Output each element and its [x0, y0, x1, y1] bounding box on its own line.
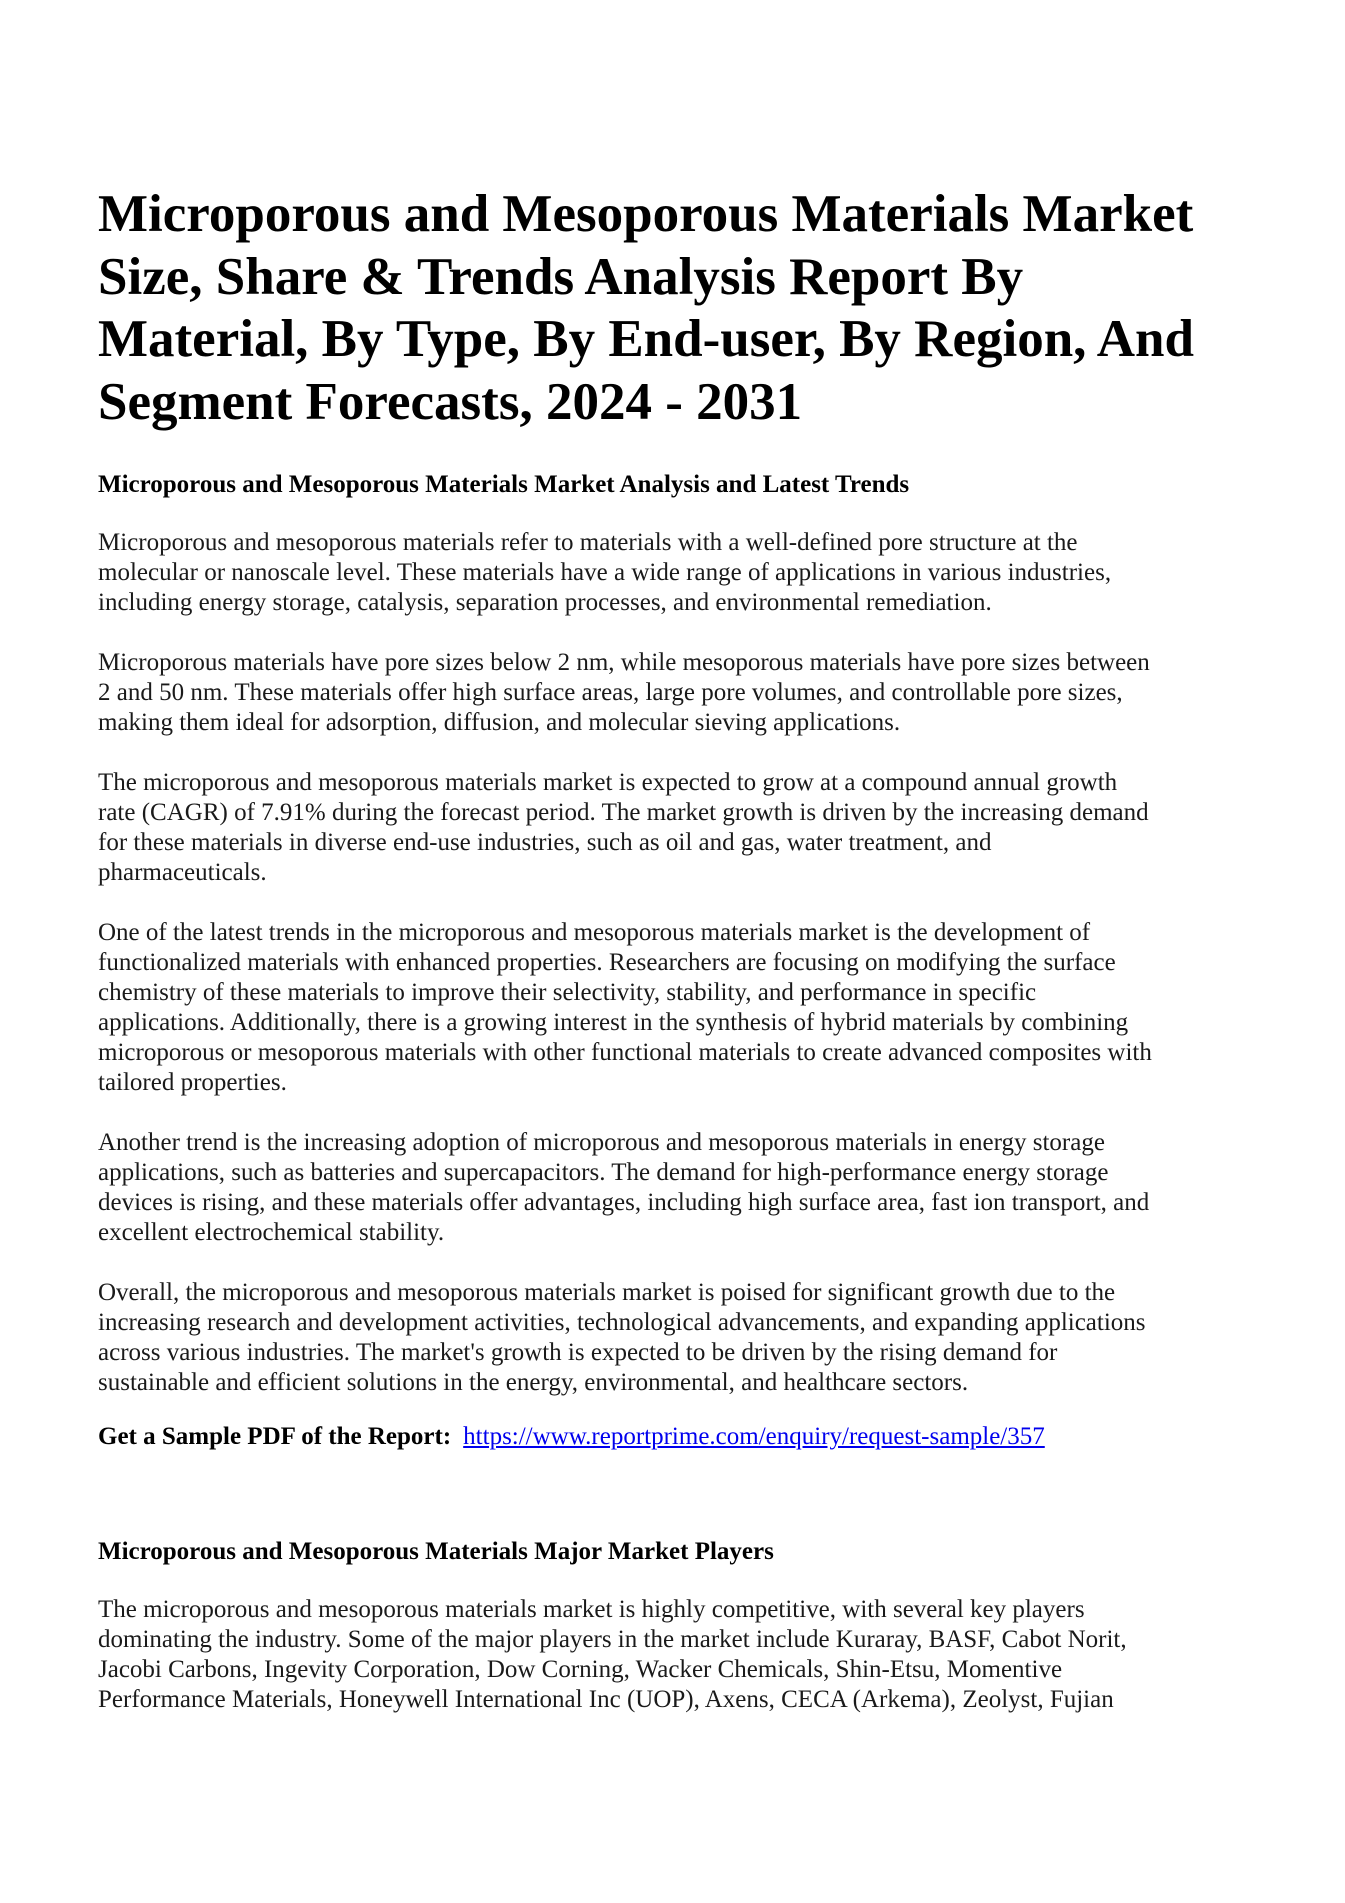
text-line: pharmaceuticals.: [98, 859, 267, 886]
paragraph-pore-sizes: [98, 648, 1278, 738]
paragraph-energy-storage: [98, 1128, 1278, 1248]
text-line: chemistry of these materials to improve their selectivity, stability, and performance in specific: [98, 979, 1037, 1006]
text-line: One of the latest trends in the microporous and mesoporous materials market is the development of: [98, 919, 1091, 946]
text-line: Microporous and mesoporous materials refer to materials with a well-defined pore structure at the: [98, 529, 1078, 556]
page-title: [98, 183, 1278, 433]
paragraph-definition: [98, 528, 1278, 618]
title-line: Material, By Type, By End-user, By Region, And: [98, 310, 1194, 368]
text-line: 2 and 50 nm. These materials offer high surface areas, large pore volumes, and controllable pore sizes,: [98, 679, 1123, 706]
text-line: tailored properties.: [98, 1069, 287, 1096]
text-line: Jacobi Carbons, Ingevity Corporation, Dow Corning, Wacker Chemicals, Shin-Etsu, Momentive: [98, 1656, 1063, 1683]
paragraph-market-players: [98, 1595, 1278, 1715]
section-heading-analysis: Microporous and Mesoporous Materials Market Analysis and Latest Trends: [98, 471, 910, 498]
text-line: increasing research and development activities, technological advancements, and expanding applications: [98, 1309, 1146, 1336]
text-line: including energy storage, catalysis, separation processes, and environmental remediation.: [98, 589, 992, 616]
text-line: for these materials in diverse end-use industries, such as oil and gas, water treatment, and: [98, 829, 992, 856]
text-line: devices is rising, and these materials offer advantages, including high surface area, fast ion transport, and: [98, 1189, 1150, 1216]
text-line: dominating the industry. Some of the major players in the market include Kuraray, BASF, Cabot Norit,: [98, 1626, 1127, 1653]
title-line: Segment Forecasts, 2024 - 2031: [98, 372, 803, 431]
sample-pdf-link[interactable]: https://www.reportprime.com/enquiry/request-sample/357: [463, 1423, 1045, 1450]
text-line: applications, such as batteries and supercapacitors. The demand for high-performance energy storage: [98, 1159, 1109, 1186]
text-line: sustainable and efficient solutions in the energy, environmental, and healthcare sectors.: [98, 1369, 969, 1396]
text-line: functionalized materials with enhanced properties. Researchers are focusing on modifying the surface: [98, 949, 1116, 976]
text-line: microporous or mesoporous materials with other functional materials to create advanced composites with: [98, 1039, 1152, 1066]
text-line: Another trend is the increasing adoption of microporous and mesoporous materials in energy storage: [98, 1129, 1105, 1156]
paragraph-latest-trends: [98, 918, 1278, 1098]
paragraph-overall: [98, 1278, 1278, 1398]
text-line: Overall, the microporous and mesoporous materials market is poised for significant growth due to the: [98, 1279, 1116, 1306]
sample-pdf-row: [98, 1422, 1278, 1452]
section-heading-market-players: Microporous and Mesoporous Materials Major Market Players: [98, 1538, 774, 1565]
text-line: across various industries. The market's growth is expected to be driven by the rising demand for: [98, 1339, 1058, 1366]
text-line: excellent electrochemical stability.: [98, 1219, 445, 1246]
paragraph-cagr: [98, 768, 1278, 888]
text-line: The microporous and mesoporous materials market is expected to grow at a compound annual growth: [98, 769, 1118, 796]
text-line: The microporous and mesoporous materials market is highly competitive, with several key players: [98, 1596, 1085, 1623]
title-line: Size, Share & Trends Analysis Report By: [98, 247, 1024, 306]
text-line: making them ideal for adsorption, diffusion, and molecular sieving applications.: [98, 709, 901, 736]
text-line: Performance Materials, Honeywell International Inc (UOP), Axens, CECA (Arkema), Zeolyst, Fujian: [98, 1686, 1114, 1713]
text-line: rate (CAGR) of 7.91% during the forecast period. The market growth is driven by the increasing demand: [98, 799, 1149, 826]
text-line: Microporous materials have pore sizes below 2 nm, while mesoporous materials have pore sizes between: [98, 649, 1150, 676]
title-line: Microporous and Mesoporous Materials Market: [98, 185, 1194, 243]
text-line: applications. Additionally, there is a growing interest in the synthesis of hybrid materials by combining: [98, 1009, 1129, 1036]
text-line: molecular or nanoscale level. These materials have a wide range of applications in various industries,: [98, 559, 1112, 586]
sample-pdf-label: Get a Sample PDF of the Report:: [98, 1423, 452, 1450]
